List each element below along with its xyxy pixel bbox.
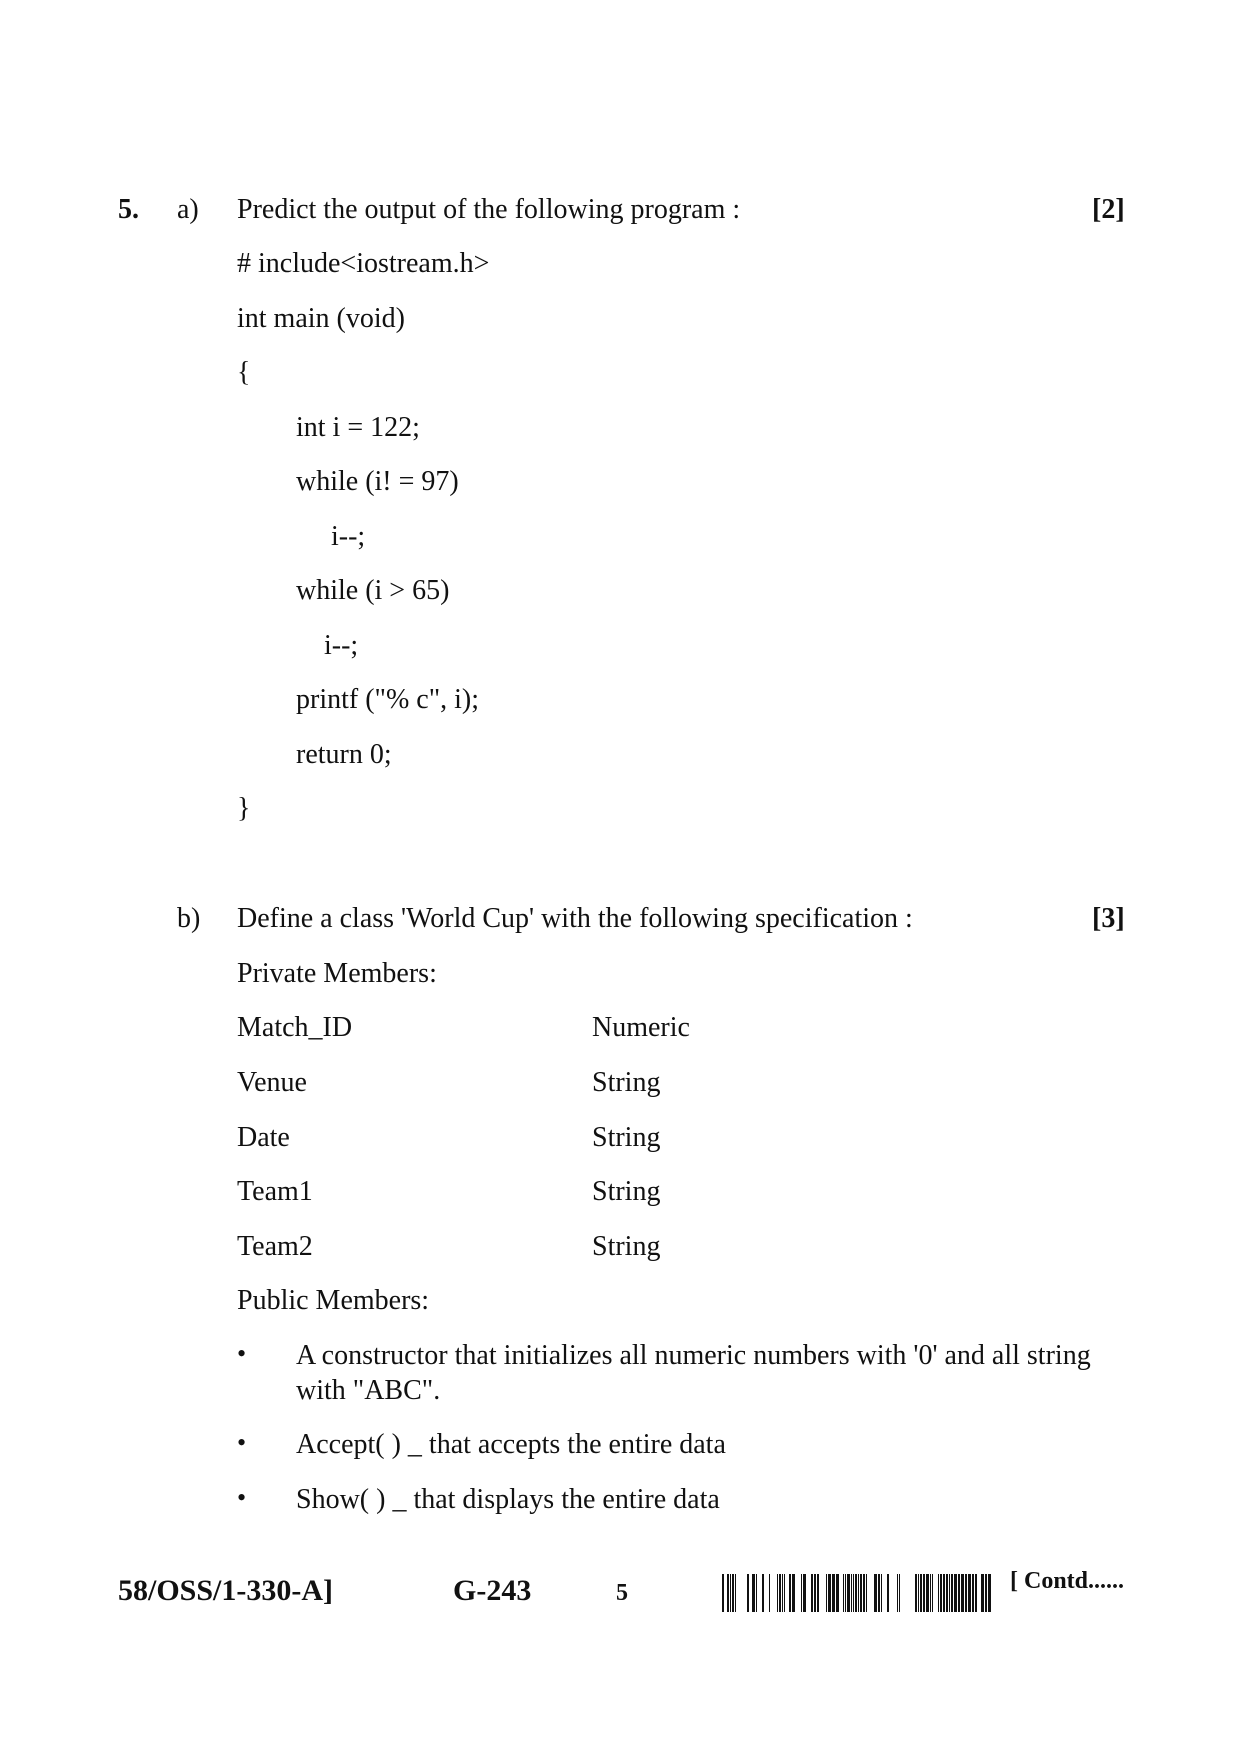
member-name: Venue: [237, 1067, 307, 1098]
private-members-heading: Private Members:: [237, 958, 437, 989]
code-line: int main (void): [237, 303, 405, 334]
part-a-prompt: Predict the output of the following program :: [237, 194, 741, 225]
footer-paper-code: 58/OSS/1-330-A]: [118, 1574, 334, 1607]
code-line: {: [237, 357, 251, 388]
member-type: String: [592, 1122, 661, 1153]
code-line: # include<iostream.h>: [237, 248, 490, 279]
part-a-label: a): [177, 194, 199, 225]
public-member-text: A constructor that initializes all numeric numbers with '0' and all string: [296, 1340, 1091, 1371]
member-name: Match_ID: [237, 1012, 353, 1043]
part-b-marks: [3]: [1092, 903, 1125, 934]
member-name: Team2: [237, 1231, 313, 1262]
code-line: int i = 122;: [296, 412, 420, 443]
member-type: String: [592, 1231, 661, 1262]
member-type: String: [592, 1067, 661, 1098]
code-line: while (i! = 97): [296, 466, 459, 497]
footer-contd: [ Contd......: [1010, 1568, 1125, 1594]
bullet-icon: •: [237, 1428, 247, 1457]
part-b-prompt: Define a class 'World Cup' with the following specification :: [237, 903, 913, 934]
member-type: Numeric: [592, 1012, 690, 1043]
part-a-marks: [2]: [1092, 194, 1125, 225]
code-line: return 0;: [296, 739, 392, 770]
public-member-text: Accept( ) _ that accepts the entire data: [296, 1429, 726, 1460]
member-name: Date: [237, 1122, 290, 1153]
member-name: Team1: [237, 1176, 313, 1207]
bullet-icon: •: [237, 1483, 247, 1512]
member-type: String: [592, 1176, 661, 1207]
footer-page-number: 5: [616, 1580, 628, 1606]
code-line: printf ("% c", i);: [296, 684, 480, 715]
public-member-text: with "ABC".: [296, 1375, 441, 1406]
code-line: i--;: [324, 630, 359, 661]
footer-series: G-243: [453, 1574, 532, 1607]
part-b-label: b): [177, 903, 201, 934]
code-line: i--;: [331, 521, 366, 552]
code-line: }: [237, 793, 251, 824]
public-members-heading: Public Members:: [237, 1285, 430, 1316]
code-line: while (i > 65): [296, 575, 450, 606]
bullet-icon: •: [237, 1339, 247, 1368]
question-number: 5.: [118, 194, 139, 225]
barcode-image: [722, 1574, 992, 1612]
public-member-text: Show( ) _ that displays the entire data: [296, 1484, 720, 1515]
